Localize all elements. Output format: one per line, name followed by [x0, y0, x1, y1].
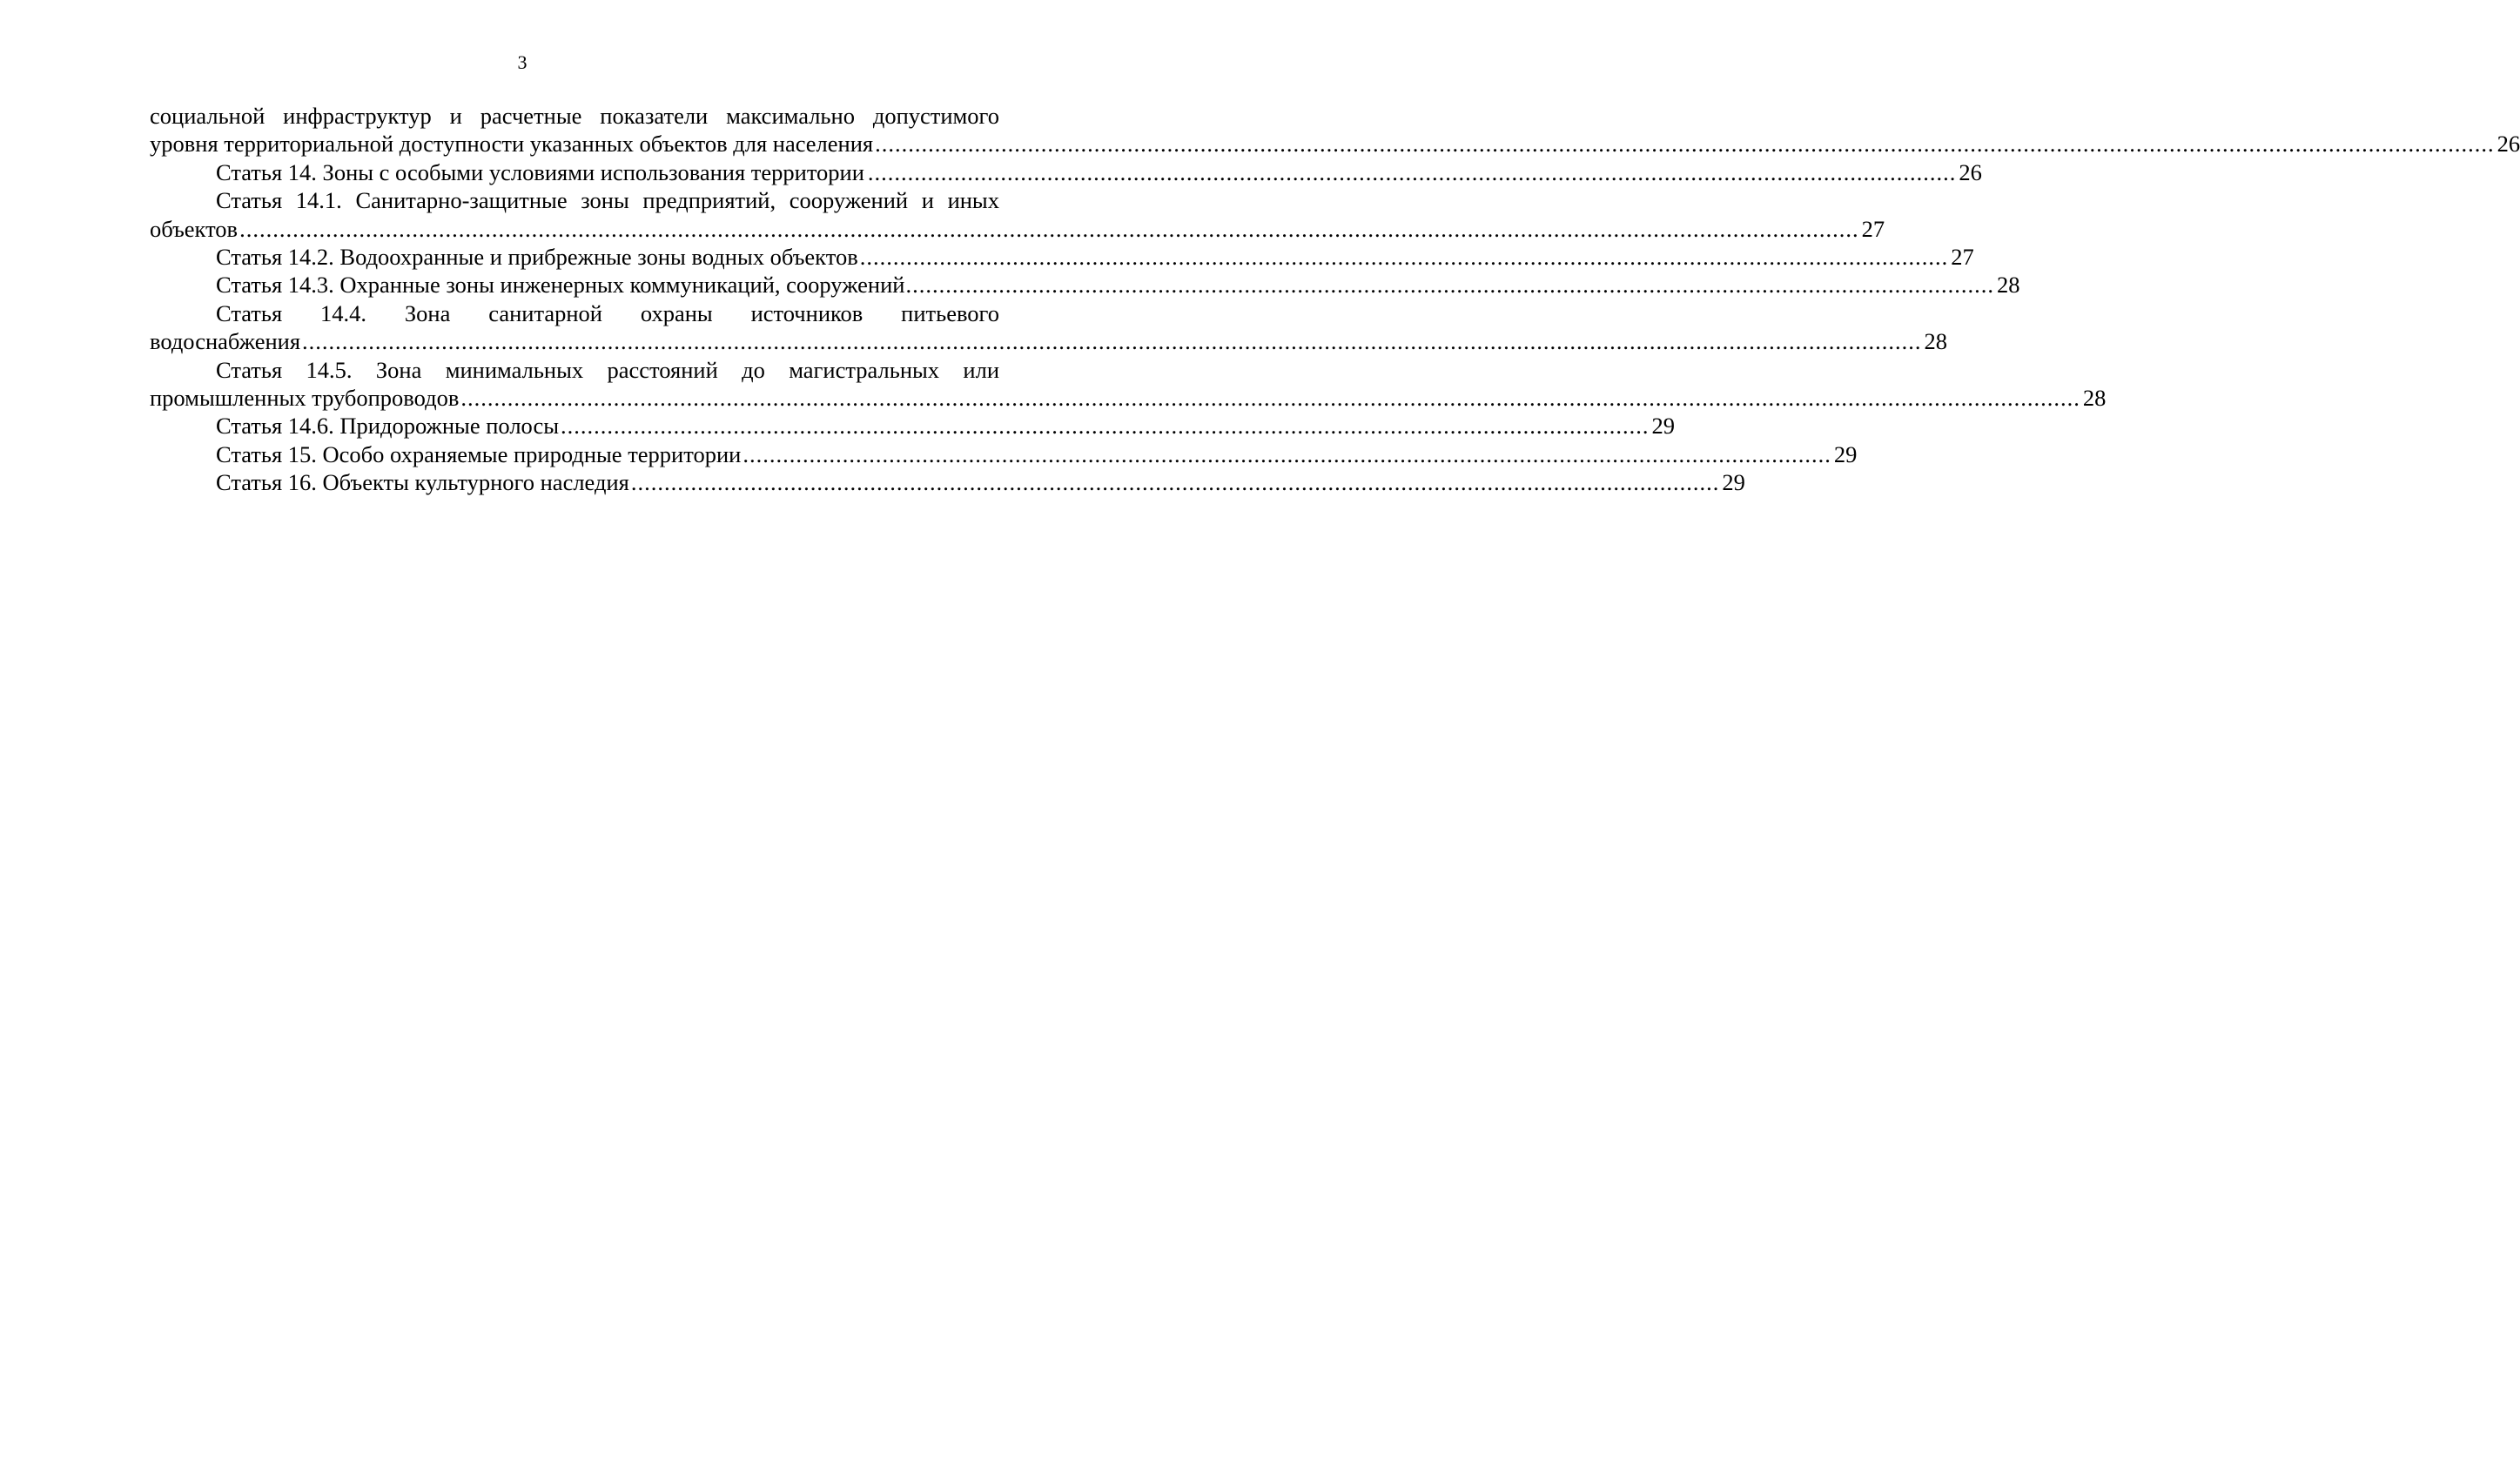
toc-entry-text-line1: Статья 14.1. Санитарно-защитные зоны предприятий, сооружений и иных — [216, 187, 999, 214]
dot-leader — [875, 130, 2495, 158]
page-number: 3 — [517, 51, 528, 73]
dot-leader — [302, 327, 1922, 355]
toc-entry-text: Статья 14.2. Водоохранные и прибрежные зоны водных объектов — [216, 244, 858, 271]
dot-leader: .................................................................................................................................................................... — [743, 440, 1831, 467]
toc-entry-text: Статья 14.3. Охранные зоны инженерных коммуникаций, сооружений — [216, 272, 905, 299]
toc-entry-text-line1: социальной инфраструктур и расчетные показатели максимально допустимого — [150, 103, 999, 129]
dot-leader — [460, 384, 2080, 412]
toc-entry-last-line — [150, 130, 2520, 158]
dot-leader: .................................................................................................................................................................... — [630, 469, 1720, 496]
toc-entry-article-14-1-continued — [150, 215, 1885, 243]
toc-entry-article-14-4-continued — [150, 327, 1948, 355]
toc-page-number: 27 — [1861, 215, 1885, 242]
toc-entry-article-14-6 — [150, 412, 1676, 440]
toc-entry-continuation — [150, 102, 2520, 158]
toc-entry-article-14-5-continued — [150, 384, 2107, 412]
toc-page-number: 28 — [1996, 272, 2020, 299]
toc-page-number: 26 — [1959, 158, 1982, 185]
toc-entry-article-14-5 — [150, 356, 999, 384]
toc-entry-text-line1: Статья 14.4. Зона санитарной охраны источников питьевого — [216, 299, 999, 326]
toc-entry-article-14-1 — [150, 186, 999, 214]
dot-leader — [239, 215, 1859, 243]
toc-entry-article-14-4 — [150, 299, 999, 327]
toc-entry-article-15 — [150, 440, 1858, 468]
toc-entry-text: Статья 16. Объекты культурного наследия — [216, 469, 629, 496]
dot-leader: .................................................................................................................................................................... — [859, 244, 1949, 271]
toc-page-number: 27 — [1951, 244, 1974, 271]
table-of-contents — [150, 102, 2520, 497]
toc-entry-article-14-3 — [150, 271, 2020, 299]
toc-entry-text-line2: промышленных трубопроводов — [150, 385, 460, 412]
dot-leader: .................................................................................................................................................................... — [905, 272, 1994, 299]
toc-entry-text-line2: объектов — [150, 215, 239, 242]
toc-entry-text: Статья 14.6. Придорожные полосы — [216, 413, 560, 440]
toc-entry-text: Статья 15. Особо охраняемые природные территории — [216, 440, 742, 467]
toc-page-number: 28 — [2082, 385, 2107, 412]
toc-page-number: 29 — [1651, 413, 1676, 440]
toc-page-number: 29 — [1833, 440, 1858, 467]
toc-entry-article-14-2 — [150, 243, 1974, 271]
toc-entry-text: Статья 14. Зоны с особыми условиями использования территории — [216, 158, 864, 185]
toc-entry-text-line2: водоснабжения — [150, 328, 301, 355]
toc-page-number: 28 — [1924, 328, 1948, 355]
dot-leader: .................................................................................................................................................................... — [561, 413, 1650, 440]
toc-page-number: 26 — [2496, 131, 2520, 158]
toc-page-number: 29 — [1722, 469, 1745, 496]
toc-entry-article-16 — [150, 468, 1745, 496]
toc-entry-text-line2: уровня территориальной доступности указанных объектов для населения — [150, 131, 874, 158]
toc-entry-text-line1: Статья 14.5. Зона минимальных расстояний до магистральных или — [216, 356, 999, 383]
dot-leader: .................................................................................................................................................................... — [867, 158, 1957, 185]
toc-entry-article-14 — [150, 158, 1982, 186]
